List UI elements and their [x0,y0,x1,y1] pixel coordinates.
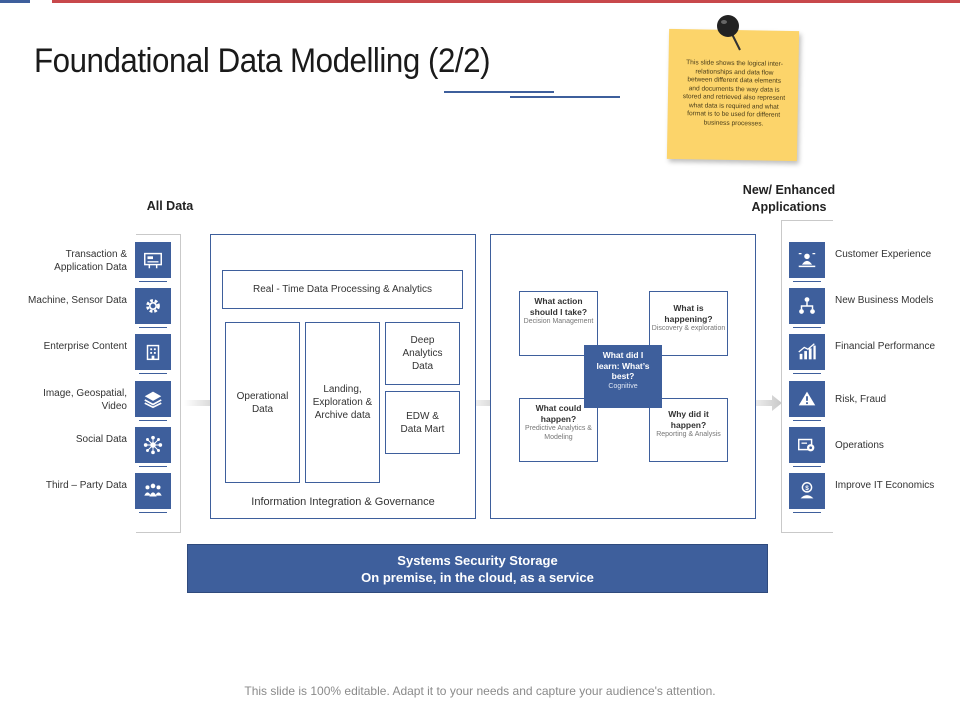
realtime-processing-box: Real - Time Data Processing & Analytics [222,270,463,309]
title-underline-2 [510,96,620,98]
all-data-heading: All Data [146,199,194,213]
q2-sub: Discovery & exploration [651,325,726,333]
q2-title: What is happening? [664,303,713,324]
footer-text: This slide is 100% editable. Adapt it to your needs and capture your audience's attention. [244,684,716,698]
q3-title: What could happen? [535,403,582,424]
storage-line-1: Systems Security Storage [397,553,558,568]
gear-icon [135,288,171,324]
right-label-business: New Business Models [835,295,934,306]
operational-data-box: Operational Data [225,322,300,483]
q4-sub: Reporting & Analysis [656,431,721,439]
center-sub: Cognitive [608,382,638,390]
sticky-note-text: This slide shows the logical inter-relationships and data flow between different data elements and documents the way data is stored and retrieved also represent what data is required and what format is to be used for different business processes. [682,59,786,128]
applications-heading: New/ Enhanced Applications [742,183,836,214]
cognitive-box [584,345,662,408]
people-icon [135,473,171,509]
hierarchy-icon [789,288,825,324]
storage-line-2: On premise, in the cloud, as a service [361,569,594,585]
dollar-icon [789,473,825,509]
right-label-it: Improve IT Economics [835,480,935,491]
top-accent-bar-right [52,0,960,3]
left-label-social: Social Data [75,434,127,445]
pushpin-icon [712,12,746,52]
right-label-risk: Risk, Fraud [835,394,887,405]
left-label-third-party: Third – Party Data [45,480,127,491]
storage-bar [187,544,768,593]
svg-text:$: $ [805,485,809,493]
landing-archive-box: Landing, Exploration & Archive data [305,322,380,483]
left-label-machine: Machine, Sensor Data [28,295,127,306]
q4-title: Why did it happen? [668,409,709,430]
q3-sub: Predictive Analytics & Modeling [525,425,592,442]
network-icon [135,427,171,463]
layers-icon [135,381,171,417]
page-title: Foundational Data Modelling (2/2) [34,42,491,80]
building-icon [135,334,171,370]
deep-analytics-box: Deep Analytics Data [385,322,460,385]
right-label-customer: Customer Experience [835,249,932,260]
right-label-financial: Financial Performance [835,341,936,352]
left-label-transaction: Transaction & Application Data [54,249,127,273]
left-label-image: Image, Geospatial, Video [43,388,127,412]
center-title: What did I learn: What’s best? [596,350,650,382]
integration-caption: Information Integration & Governance [251,496,435,508]
title-underline-1 [444,91,554,93]
right-label-operations: Operations [835,440,884,451]
bar-chart-icon [789,334,825,370]
application-data-icon [135,242,171,278]
operations-icon [789,427,825,463]
customer-icon [789,242,825,278]
edw-data-mart-box: EDW & Data Mart [385,391,460,454]
q1-sub: Decision Management [523,318,594,326]
top-accent-bar-left [0,0,30,3]
q1-title: What action should I take? [529,296,588,317]
left-label-enterprise: Enterprise Content [43,341,127,352]
warning-icon [789,381,825,417]
